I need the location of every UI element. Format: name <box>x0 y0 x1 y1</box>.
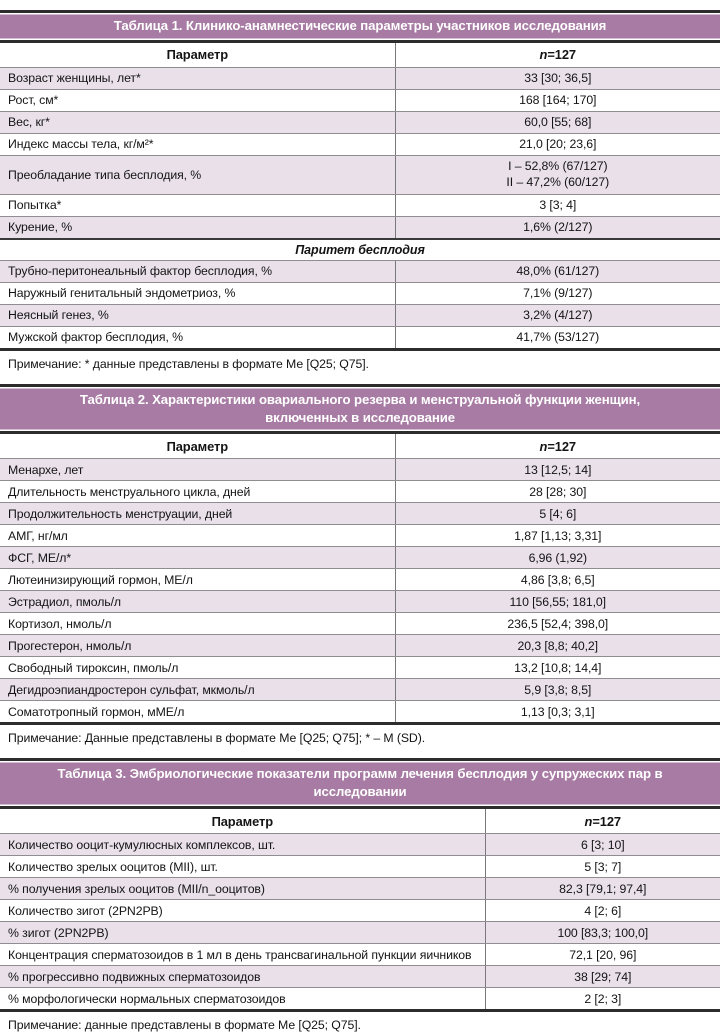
table-3 <box>0 758 720 1012</box>
table-row <box>0 568 720 590</box>
table-row <box>0 260 720 282</box>
table-row <box>0 216 720 238</box>
value-cell: 4,86 [3,8; 6,5] <box>395 569 720 590</box>
value-cell: 5 [4; 6] <box>395 503 720 524</box>
value-cell: 20,3 [8,8; 40,2] <box>395 635 720 656</box>
table-2 <box>0 384 720 726</box>
table-row <box>0 304 720 326</box>
param-cell: Свободный тироксин, пмоль/л <box>8 660 179 675</box>
value-cell: 1,13 [0,3; 3,1] <box>395 701 720 722</box>
column-header-parameter: Параметр <box>211 813 273 829</box>
param-cell: Соматотропный гормон, мМЕ/л <box>8 704 185 719</box>
value-cell: 1,87 [1,13; 3,31] <box>395 525 720 546</box>
param-cell: % зигот (2PN2PB) <box>8 925 109 940</box>
value-cell: 236,5 [52,4; 398,0] <box>395 613 720 634</box>
column-header-n <box>485 809 720 833</box>
param-cell: % получения зрелых ооцитов (MII/n_ооцитов) <box>8 881 265 896</box>
table-2-note: Примечание: Данные представлены в формате Ме [Q25; Q75]; * – M (SD). <box>8 731 426 746</box>
column-header-parameter: Параметр <box>166 47 228 63</box>
value-cell: 82,3 [79,1; 97,4] <box>485 878 720 899</box>
table-row <box>0 855 720 877</box>
table-row <box>0 458 720 480</box>
param-cell: Кортизол, нмоль/л <box>8 616 112 631</box>
param-cell: Курение, % <box>8 220 73 235</box>
param-cell: Прогестерон, нмоль/л <box>8 638 132 653</box>
table-row <box>0 326 720 348</box>
table-1-header-row <box>0 43 720 67</box>
table-row <box>0 282 720 304</box>
table-2-title: Таблица 2. Характеристики овариального резерва и менструальной функции женщин, включенных в исследование <box>0 387 720 435</box>
value-cell: 28 [28; 30] <box>395 481 720 502</box>
param-cell: Вес, кг* <box>8 115 50 130</box>
value-cell: 100 [83,3; 100,0] <box>485 922 720 943</box>
param-cell: Индекс массы тела, кг/м²* <box>8 137 154 152</box>
param-cell: % морфологически нормальных сперматозоидов <box>8 991 286 1006</box>
table-row <box>0 194 720 216</box>
param-cell: Попытка* <box>8 198 62 213</box>
param-cell: Количество зигот (2PN2PB) <box>8 903 163 918</box>
value-cell: 110 [56,55; 181,0] <box>395 591 720 612</box>
value-cell: 21,0 [20; 23,6] <box>395 134 720 155</box>
n-symbol: n <box>539 47 548 63</box>
value-cell: 168 [164; 170] <box>395 90 720 111</box>
value-cell: 5 [3; 7] <box>485 856 720 877</box>
value-cell: 5,9 [3,8; 8,5] <box>395 679 720 700</box>
table-row <box>0 877 720 899</box>
table-1-section-header: Паритет бесплодия <box>0 238 720 260</box>
value-cell: 72,1 [20, 96] <box>485 944 720 965</box>
value-cell: 33 [30; 36,5] <box>395 68 720 89</box>
table-row <box>0 590 720 612</box>
table-row <box>0 634 720 656</box>
table-row <box>0 943 720 965</box>
table-3-header-row <box>0 809 720 833</box>
column-header-parameter: Параметр <box>166 438 228 454</box>
column-header-n <box>395 434 720 458</box>
table-row <box>0 833 720 855</box>
table-row <box>0 700 720 722</box>
n-value: =127 <box>547 438 576 454</box>
param-cell: Рост, см* <box>8 93 59 108</box>
value-cell <box>395 156 720 194</box>
table-row <box>0 480 720 502</box>
table-row <box>0 502 720 524</box>
column-header-n <box>395 43 720 67</box>
param-cell: ФСГ, МЕ/л* <box>8 550 72 565</box>
param-cell: Дегидроэпиандростерон сульфат, мкмоль/л <box>8 682 255 697</box>
table-1-note: Примечание: * данные представлены в формате Ме [Q25; Q75]. <box>8 356 369 371</box>
param-cell: % прогрессивно подвижных сперматозоидов <box>8 969 261 984</box>
table-row <box>0 67 720 89</box>
param-cell: Концентрация сперматозоидов в 1 мл в день трансвагинальной пункции яичников <box>8 947 472 962</box>
param-cell: Продолжительность менструации, дней <box>8 506 233 521</box>
param-cell: АМГ, нг/мл <box>8 528 68 543</box>
n-value: =127 <box>547 47 576 63</box>
value-cell: 1,6% (2/127) <box>395 217 720 238</box>
value-cell: 13 [12,5; 14] <box>395 459 720 480</box>
table-row <box>0 678 720 700</box>
n-symbol: n <box>539 438 548 454</box>
param-cell: Эстрадиол, пмоль/л <box>8 594 121 609</box>
param-cell: Преобладание типа бесплодия, % <box>8 167 202 182</box>
value-cell: 2 [2; 3] <box>485 988 720 1009</box>
param-cell: Возраст женщины, лет* <box>8 71 141 86</box>
value-cell: 6 [3; 10] <box>485 834 720 855</box>
value-cell: 4 [2; 6] <box>485 900 720 921</box>
param-cell: Наружный генитальный эндометриоз, % <box>8 286 236 301</box>
table-row <box>0 524 720 546</box>
value-cell: 6,96 (1,92) <box>395 547 720 568</box>
param-cell: Трубно-перитонеальный фактор бесплодия, % <box>8 264 272 279</box>
value-cell: 3 [3; 4] <box>395 195 720 216</box>
value-line-1: I – 52,8% (67/127) <box>508 158 608 173</box>
param-cell: Количество зрелых ооцитов (MII), шт. <box>8 859 218 874</box>
table-row <box>0 546 720 568</box>
value-cell: 48,0% (61/127) <box>395 261 720 282</box>
n-symbol: n <box>584 813 593 829</box>
value-cell: 7,1% (9/127) <box>395 283 720 304</box>
n-value: =127 <box>592 813 621 829</box>
table-row <box>0 111 720 133</box>
table-row <box>0 133 720 155</box>
table-row <box>0 656 720 678</box>
table-3-note: Примечание: данные представлены в формате Ме [Q25; Q75]. <box>8 1018 361 1032</box>
value-cell: 3,2% (4/127) <box>395 305 720 326</box>
param-cell: Неясный генез, % <box>8 308 109 323</box>
value-cell: 60,0 [55; 68] <box>395 112 720 133</box>
value-cell: 13,2 [10,8; 14,4] <box>395 657 720 678</box>
table-2-header-row <box>0 434 720 458</box>
table-row <box>0 921 720 943</box>
table-3-title: Таблица 3. Эмбриологические показатели программ лечения бесплодия у супружеских пар в исследовании <box>0 761 720 809</box>
value-cell: 38 [29; 74] <box>485 966 720 987</box>
table-row <box>0 155 720 194</box>
param-cell: Менархе, лет <box>8 462 84 477</box>
table-row <box>0 89 720 111</box>
param-cell: Мужской фактор бесплодия, % <box>8 330 183 345</box>
value-line-2: II – 47,2% (60/127) <box>506 174 610 189</box>
table-row <box>0 987 720 1009</box>
table-1-title: Таблица 1. Клинико-анамнестические параметры участников исследования <box>0 13 720 43</box>
table-row <box>0 965 720 987</box>
table-row <box>0 899 720 921</box>
param-cell: Количество ооцит-кумулюсных комплексов, шт. <box>8 837 276 852</box>
table-row <box>0 612 720 634</box>
value-cell: 41,7% (53/127) <box>395 327 720 348</box>
param-cell: Длительность менструального цикла, дней <box>8 484 251 499</box>
param-cell: Лютеинизирующий гормон, МЕ/л <box>8 572 193 587</box>
table-1 <box>0 10 720 351</box>
